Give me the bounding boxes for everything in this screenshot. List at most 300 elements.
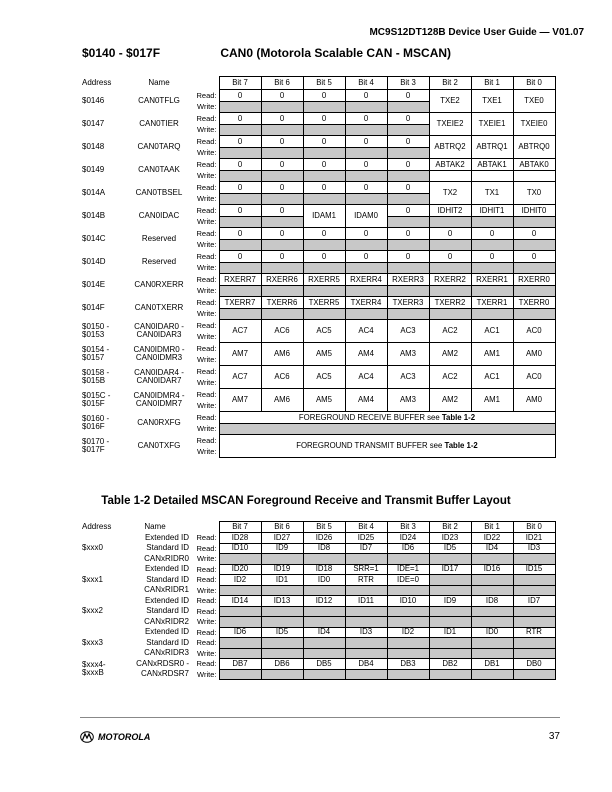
bit-cell: 0	[513, 228, 555, 240]
bit-cell	[219, 648, 261, 659]
bit-cell-write	[261, 217, 303, 228]
bit-cell: ID19	[261, 564, 303, 575]
bit-cell: TX0	[513, 182, 555, 205]
bit-cell	[303, 554, 345, 565]
bit-cell	[471, 648, 513, 659]
bit-cell	[387, 606, 429, 617]
register-address: $014B	[82, 211, 106, 220]
buffer-row	[80, 638, 555, 649]
bit-cell-write	[261, 309, 303, 320]
bit-header: Bit 4	[345, 77, 387, 90]
bit-cell: 0	[261, 90, 303, 102]
bit-cell-write	[429, 240, 471, 251]
bit-cell-write	[387, 263, 429, 274]
bit-cell-write	[471, 309, 513, 320]
register-address: $0170 - $017F	[82, 437, 110, 454]
bit-header: Bit 4	[345, 522, 387, 533]
bit-cell: ID4	[303, 627, 345, 638]
bit-cell: AC5	[303, 320, 345, 343]
bit-cell-write	[387, 286, 429, 297]
buffer-label: CANxRIDR2	[144, 616, 189, 626]
bit-cell: ID25	[345, 533, 387, 544]
write-label: Write:	[192, 102, 219, 113]
bit-cell	[387, 554, 429, 565]
bit-cell: AC7	[219, 320, 261, 343]
buffer-row	[80, 533, 555, 544]
bit-cell: AC4	[345, 320, 387, 343]
buffer-label: CANxRDSR0 -	[136, 658, 189, 668]
bit-cell: RXERR7	[219, 274, 261, 286]
bit-cell: AM5	[303, 343, 345, 366]
bit-cell: ID17	[429, 564, 471, 575]
bit-cell	[471, 617, 513, 628]
bit-cell-write	[429, 286, 471, 297]
bit-cell: 0	[345, 251, 387, 263]
bit-cell: AM6	[261, 389, 303, 412]
bit-cell: ID9	[429, 596, 471, 607]
register-address: $0146	[82, 96, 105, 105]
bit-cell: 0	[303, 182, 345, 194]
bit-cell: TXEIE1	[471, 113, 513, 136]
read-label: Read:	[192, 366, 219, 378]
bit-cell: TXE2	[429, 90, 471, 113]
bit-cell: AM0	[513, 343, 555, 366]
bit-cell: 0	[345, 113, 387, 125]
bit-cell: AC1	[471, 320, 513, 343]
register-row	[80, 412, 555, 424]
bit-cell-write	[219, 217, 261, 228]
bit-cell-write	[345, 263, 387, 274]
register-row	[80, 159, 555, 171]
bit-cell	[513, 575, 555, 586]
bit-cell	[261, 606, 303, 617]
register-address: $0160 - $016F	[82, 414, 110, 431]
bit-cell-write	[219, 102, 261, 113]
bit-cell-write	[303, 263, 345, 274]
bit-cell	[429, 638, 471, 649]
bit-cell	[429, 669, 471, 680]
bit-cell: IDHIT2	[429, 205, 471, 217]
bit-cell-write	[513, 286, 555, 297]
bit-cell: 0	[303, 113, 345, 125]
bit-cell: DB4	[345, 659, 387, 670]
buffer-label: Standard ID	[146, 606, 189, 616]
register-name: CAN0IDMR4 - CAN0IDMR7	[133, 391, 185, 408]
bit-cell: ABTRQ2	[429, 136, 471, 159]
bit-cell: ID2	[387, 627, 429, 638]
bit-cell: AC3	[387, 320, 429, 343]
buffer-label: CANxRIDR0	[144, 553, 189, 563]
bit-cell-write	[219, 240, 261, 251]
bit-cell: 0	[345, 90, 387, 102]
bit-cell	[345, 669, 387, 680]
bit-cell-write	[429, 263, 471, 274]
bit-cell	[345, 585, 387, 596]
bit-cell: AC3	[387, 366, 429, 389]
write-label: Write:	[192, 424, 219, 435]
bit-cell	[471, 554, 513, 565]
write-label: Write:	[192, 171, 219, 182]
bit-cell	[303, 585, 345, 596]
bit-cell-write	[471, 240, 513, 251]
bit-cell: 0	[219, 205, 261, 217]
bit-cell: DB2	[429, 659, 471, 670]
register-row	[80, 297, 555, 309]
buffer-label: Extended ID	[144, 595, 189, 605]
rw-label: Read:	[192, 575, 219, 586]
bit-cell: 0	[387, 182, 429, 194]
bit-cell-write	[471, 171, 513, 182]
bit-cell: ID1	[429, 627, 471, 638]
bit-cell: 0	[471, 228, 513, 240]
bit-cell: 0	[219, 136, 261, 148]
bit-cell: IDE=1	[387, 564, 429, 575]
rw-label: Read:	[192, 659, 219, 670]
rw-label: Write:	[192, 648, 219, 659]
bit-cell-write	[387, 194, 429, 205]
bit-cell	[261, 585, 303, 596]
bit-cell: RXERR4	[345, 274, 387, 286]
bit-cell: ID18	[303, 564, 345, 575]
register-address: $014F	[82, 303, 105, 312]
buffer-address: $xxx4- $xxxB	[82, 660, 106, 677]
bit-cell-write	[387, 125, 429, 136]
write-label: Write:	[192, 378, 219, 389]
bit-cell-write	[219, 194, 261, 205]
bit-cell: TX2	[429, 182, 471, 205]
bit-cell-write	[303, 171, 345, 182]
bit-cell: ID3	[513, 543, 555, 554]
footer-logo	[80, 731, 150, 743]
bit-cell: AC0	[513, 320, 555, 343]
bit-cell: RXERR1	[471, 274, 513, 286]
bit-cell	[345, 554, 387, 565]
bit-cell-write	[387, 240, 429, 251]
bit-cell	[513, 669, 555, 680]
write-label: Write:	[192, 332, 219, 343]
register-address: $0148	[82, 142, 105, 151]
read-label: Read:	[192, 389, 219, 401]
bit-cell: AM3	[387, 389, 429, 412]
bit-cell: 0	[429, 228, 471, 240]
bit-cell	[345, 648, 387, 659]
bit-cell: AC5	[303, 366, 345, 389]
register-name: CAN0IDAR4 - CAN0IDAR7	[134, 368, 184, 385]
register-address: $014C	[82, 234, 106, 243]
rw-label: Read:	[192, 627, 219, 638]
bit-cell: AC0	[513, 366, 555, 389]
write-label: Write:	[192, 286, 219, 297]
bit-cell-write	[261, 148, 303, 159]
bit-cell	[471, 585, 513, 596]
write-label: Write:	[192, 355, 219, 366]
bit-cell: IDAM0	[345, 205, 387, 228]
bit-cell	[513, 617, 555, 628]
bit-cell-write	[219, 125, 261, 136]
bit-cell-write	[261, 263, 303, 274]
bit-cell-write	[471, 217, 513, 228]
bit-cell: 0	[345, 228, 387, 240]
register-address: $015C - $015F	[82, 391, 111, 408]
buffer-row	[80, 617, 555, 628]
bit-cell: TXERR2	[429, 297, 471, 309]
read-label: Read:	[192, 274, 219, 286]
bit-cell	[303, 606, 345, 617]
bit-cell	[219, 606, 261, 617]
bit-cell-write	[513, 263, 555, 274]
bit-cell: AM7	[219, 343, 261, 366]
bit-cell-write	[261, 125, 303, 136]
bit-cell: DB1	[471, 659, 513, 670]
register-row	[80, 366, 555, 378]
bit-header: Bit 2	[429, 522, 471, 533]
bit-cell-write	[219, 171, 261, 182]
bit-cell: IDE=0	[387, 575, 429, 586]
name-col-header: Name	[144, 522, 166, 531]
bit-cell: 0	[303, 228, 345, 240]
rw-label: Write:	[192, 554, 219, 565]
bit-cell	[387, 638, 429, 649]
read-label: Read:	[192, 205, 219, 217]
register-address: $014E	[82, 280, 106, 289]
register-row	[80, 435, 555, 447]
register-address: $0149	[82, 165, 105, 174]
bit-cell	[471, 638, 513, 649]
register-map-table	[80, 76, 556, 458]
bit-cell-write	[261, 240, 303, 251]
bit-cell-write	[345, 148, 387, 159]
bit-cell-write	[513, 309, 555, 320]
bit-cell-write	[345, 286, 387, 297]
bit-header: Bit 5	[303, 77, 345, 90]
bit-header: Bit 0	[513, 77, 555, 90]
bit-cell: ID11	[345, 596, 387, 607]
write-label: Write:	[192, 447, 219, 458]
buffer-span-text: FOREGROUND RECEIVE BUFFER see	[298, 412, 442, 422]
bit-cell: AM5	[303, 389, 345, 412]
address-col-header: Address	[82, 78, 112, 87]
bit-cell: ID22	[471, 533, 513, 544]
bit-cell-write	[387, 102, 429, 113]
register-row	[80, 136, 555, 148]
buffer-label: Standard ID	[146, 574, 189, 584]
register-name: Reserved	[141, 234, 177, 243]
rw-label: Write:	[192, 585, 219, 596]
bit-cell: 0	[345, 136, 387, 148]
bit-cell-write	[261, 171, 303, 182]
bit-cell: 0	[303, 136, 345, 148]
bit-cell: 0	[261, 159, 303, 171]
bit-cell	[303, 648, 345, 659]
register-name: CAN0TIER	[139, 119, 179, 128]
bit-cell-write	[429, 171, 471, 182]
bit-cell	[513, 554, 555, 565]
read-label: Read:	[192, 251, 219, 263]
bit-cell-write	[303, 125, 345, 136]
bit-cell: 0	[261, 228, 303, 240]
buffer-row	[80, 564, 555, 575]
rw-label: Write:	[192, 669, 219, 680]
rw-label: Read:	[192, 543, 219, 554]
bit-cell	[513, 648, 555, 659]
bit-header: Bit 1	[471, 77, 513, 90]
running-header: MC9S12DT128B Device User Guide — V01.07	[369, 27, 584, 38]
bit-cell	[261, 648, 303, 659]
register-name: CAN0TXFG	[137, 441, 181, 450]
bit-cell-write	[429, 217, 471, 228]
buffer-row	[80, 575, 555, 586]
register-row	[80, 320, 555, 332]
bit-cell	[429, 554, 471, 565]
bit-cell	[387, 648, 429, 659]
register-row	[80, 251, 555, 263]
register-name: CAN0RXERR	[134, 280, 184, 289]
bit-cell: AM4	[345, 389, 387, 412]
bit-cell: ID21	[513, 533, 555, 544]
buffer-layout-table	[80, 521, 556, 680]
buffer-label: Extended ID	[144, 627, 189, 637]
bit-cell: AC2	[429, 320, 471, 343]
rw-label: Read:	[192, 638, 219, 649]
bit-cell-write	[219, 286, 261, 297]
bit-cell-write	[219, 148, 261, 159]
write-label: Write:	[192, 401, 219, 412]
buffer-address: $xxx3	[82, 637, 103, 647]
bit-cell: AM2	[429, 389, 471, 412]
register-address: $014D	[82, 257, 106, 266]
read-label: Read:	[192, 297, 219, 309]
bit-cell: AM1	[471, 389, 513, 412]
buffer-label: CANxRIDR1	[144, 585, 189, 595]
rw-label: Read:	[192, 596, 219, 607]
bit-cell: 0	[303, 90, 345, 102]
bit-header: Bit 1	[471, 522, 513, 533]
bit-cell	[387, 585, 429, 596]
bit-cell: ID24	[387, 533, 429, 544]
bit-cell: RXERR2	[429, 274, 471, 286]
bit-cell: 0	[387, 205, 429, 217]
rw-label: Read:	[192, 533, 219, 544]
bit-cell: 0	[219, 251, 261, 263]
bit-cell: 0	[387, 90, 429, 102]
bit-header: Bit 5	[303, 522, 345, 533]
bit-header: Bit 6	[261, 77, 303, 90]
bit-cell: DB0	[513, 659, 555, 670]
register-row	[80, 274, 555, 286]
bit-cell	[219, 585, 261, 596]
buffer-row	[80, 606, 555, 617]
bit-header: Bit 7	[219, 77, 261, 90]
buffer-address: $xxx0	[82, 543, 103, 553]
read-label: Read:	[192, 136, 219, 148]
bit-cell: AC6	[261, 366, 303, 389]
register-address: $0158 - $015B	[82, 368, 110, 385]
bit-cell-write	[303, 102, 345, 113]
register-name: CAN0TARQ	[137, 142, 181, 151]
bit-cell: ABTAK0	[513, 159, 555, 171]
register-address: $0150 - $0153	[82, 322, 110, 339]
bit-cell: AC6	[261, 320, 303, 343]
buffer-address: $xxx2	[82, 606, 103, 616]
bit-cell: ID27	[261, 533, 303, 544]
bit-cell: IDHIT1	[471, 205, 513, 217]
bit-cell-write	[513, 171, 555, 182]
bit-cell: ID4	[471, 543, 513, 554]
bit-cell	[261, 638, 303, 649]
bit-cell: AC4	[345, 366, 387, 389]
bit-cell: ID6	[387, 543, 429, 554]
bit-cell	[261, 669, 303, 680]
bit-header: Bit 2	[429, 77, 471, 90]
bit-cell	[345, 617, 387, 628]
bit-cell	[471, 606, 513, 617]
bit-cell: RXERR3	[387, 274, 429, 286]
bit-cell-write	[261, 194, 303, 205]
bit-cell: ID23	[429, 533, 471, 544]
bit-cell-write	[387, 171, 429, 182]
read-label: Read:	[192, 320, 219, 332]
bit-cell: TX1	[471, 182, 513, 205]
bit-cell	[303, 617, 345, 628]
motorola-batwing-icon	[80, 731, 94, 743]
bit-header: Bit 6	[261, 522, 303, 533]
bit-cell: 0	[261, 205, 303, 217]
buffer-span-text: FOREGROUND TRANSMIT BUFFER see	[296, 441, 445, 451]
bit-cell: 0	[429, 251, 471, 263]
buffer-span-cell	[219, 435, 555, 458]
read-label: Read:	[192, 435, 219, 447]
bit-cell: AM3	[387, 343, 429, 366]
register-row	[80, 228, 555, 240]
bit-cell-write	[303, 309, 345, 320]
register-name: CAN0TFLG	[138, 96, 180, 105]
bit-cell: 0	[345, 182, 387, 194]
bit-cell: ID2	[219, 575, 261, 586]
bit-cell: RTR	[513, 627, 555, 638]
buffer-label: CANxRIDR3	[144, 648, 189, 658]
bit-cell	[387, 669, 429, 680]
buffer-label: Extended ID	[144, 564, 189, 574]
bit-cell: 0	[345, 159, 387, 171]
register-row	[80, 182, 555, 194]
register-name: CAN0TBSEL	[135, 188, 183, 197]
write-label: Write:	[192, 217, 219, 228]
bit-cell: 0	[303, 251, 345, 263]
register-address: $0154 - $0157	[82, 345, 110, 362]
bit-cell: IDAM1	[303, 205, 345, 228]
buffer-row	[80, 627, 555, 638]
bit-cell: AC2	[429, 366, 471, 389]
bit-cell-write	[303, 148, 345, 159]
bit-cell: 0	[387, 159, 429, 171]
footer-rule	[80, 717, 560, 718]
bit-cell	[471, 669, 513, 680]
bit-cell-write	[513, 217, 555, 228]
bit-cell: 0	[261, 182, 303, 194]
register-name: CAN0IDAC	[138, 211, 180, 220]
bit-cell-write	[345, 309, 387, 320]
bit-cell-write	[345, 171, 387, 182]
read-label: Read:	[192, 228, 219, 240]
bit-cell-write	[261, 286, 303, 297]
bit-cell: ID8	[471, 596, 513, 607]
write-label: Write:	[192, 148, 219, 159]
bit-cell: TXERR7	[219, 297, 261, 309]
bit-cell: ABTRQ1	[471, 136, 513, 159]
bit-cell	[387, 617, 429, 628]
bit-cell: TXE1	[471, 90, 513, 113]
write-label: Write:	[192, 263, 219, 274]
